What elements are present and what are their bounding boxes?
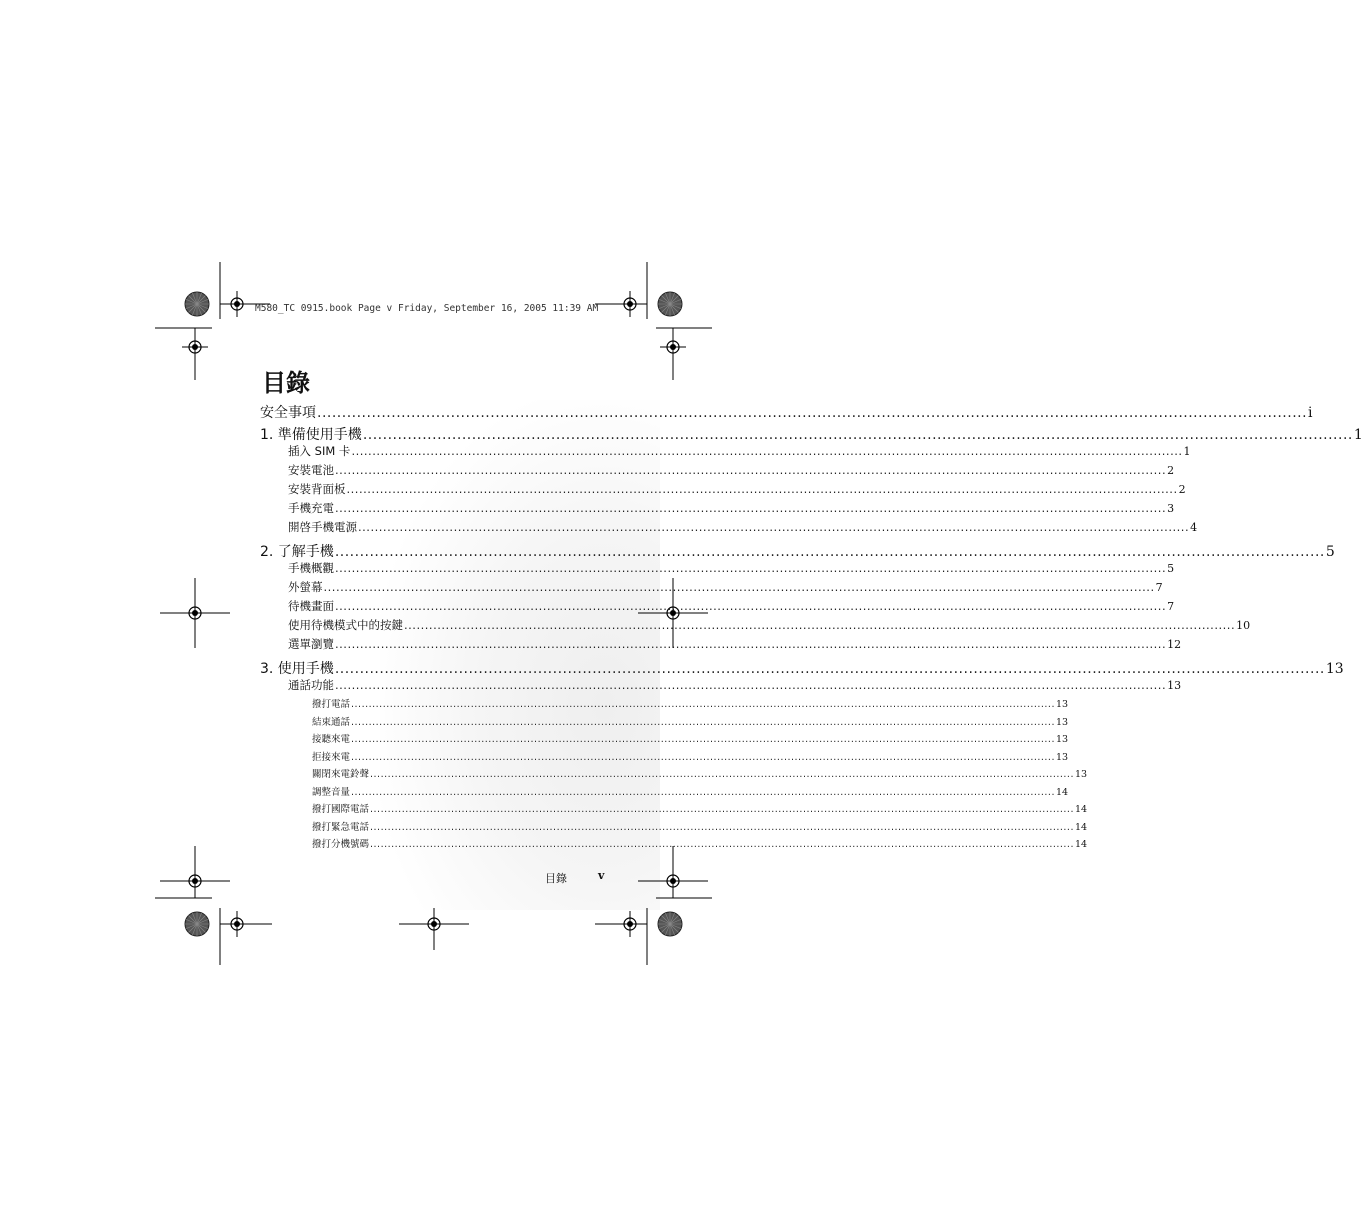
toc-entry[interactable] bbox=[260, 541, 1335, 561]
toc-entry-page: 5 bbox=[1167, 562, 1175, 575]
toc-entry-label: 開啓手機電源 bbox=[288, 520, 357, 534]
toc-leader-dots: ........................................................................................................................................................................................................ bbox=[335, 501, 1167, 515]
toc-leader-dots: ........................................................................................................................................................................................................ bbox=[351, 751, 1055, 763]
toc-entry[interactable] bbox=[260, 424, 1363, 444]
toc-entry-label: 安全事項 bbox=[260, 405, 316, 421]
toc-entry-label: 外螢幕 bbox=[288, 580, 323, 594]
toc-entry-page: 14 bbox=[1074, 821, 1088, 833]
toc-entry-page: 13 bbox=[1325, 661, 1344, 677]
toc-leader-dots: ........................................................................................................................................................................................................ bbox=[323, 580, 1155, 594]
toc-entry-page: 14 bbox=[1055, 786, 1069, 798]
toc-entry-page: 13 bbox=[1055, 716, 1069, 728]
toc-entry-page: 13 bbox=[1055, 751, 1069, 763]
toc-entry[interactable] bbox=[312, 731, 1069, 745]
toc-entry[interactable] bbox=[288, 677, 1182, 693]
toc-entry-label: 撥打電話 bbox=[312, 699, 351, 710]
toc-entry[interactable] bbox=[288, 617, 1251, 633]
toc-entry[interactable] bbox=[288, 481, 1186, 497]
toc-entry-label: 調整音量 bbox=[312, 786, 351, 798]
toc-leader-dots: ........................................................................................................................................................................................................ bbox=[351, 444, 1183, 458]
toc-entry-label: 拒接來電 bbox=[312, 751, 351, 763]
toc-entry[interactable] bbox=[288, 443, 1191, 459]
toc-leader-dots: ........................................................................................................................................................................................................ bbox=[335, 678, 1167, 692]
toc-leader-dots: ........................................................................................................................................................................................................ bbox=[370, 839, 1074, 850]
toc-entry[interactable] bbox=[260, 658, 1344, 678]
toc-entry-label: 結束通話 bbox=[312, 716, 351, 728]
toc-entry-page: 10 bbox=[1236, 619, 1251, 632]
toc-entry-label: 撥打緊急電話 bbox=[312, 821, 370, 833]
toc-entry-page: 13 bbox=[1167, 679, 1182, 692]
toc-entry-label: 安裝電池 bbox=[288, 463, 334, 477]
toc-entry-page: 14 bbox=[1074, 804, 1088, 815]
toc-entry-page: 1 bbox=[1183, 445, 1191, 458]
toc-entry[interactable] bbox=[288, 579, 1163, 595]
toc-entry-label: 選單瀏覽 bbox=[288, 637, 334, 651]
toc-entry[interactable] bbox=[312, 749, 1069, 763]
toc-entry-label: 手機充電 bbox=[288, 501, 334, 515]
toc-entry-label: 使用待機模式中的按鍵 bbox=[288, 618, 403, 632]
toc-entry-label: 通話功能 bbox=[288, 678, 334, 692]
toc-leader-dots: ........................................................................................................................................................................................................ bbox=[370, 804, 1074, 815]
toc-leader-dots: ........................................................................................................................................................................................................ bbox=[351, 786, 1055, 798]
toc-entry-page: 2 bbox=[1178, 483, 1186, 496]
toc-leader-dots: ........................................................................................................................................................................................................ bbox=[351, 699, 1055, 710]
toc-entry-label: 1. 準備使用手機 bbox=[260, 427, 362, 443]
toc-leader-dots: ........................................................................................................................................................................................................ bbox=[370, 821, 1074, 833]
toc-leader-dots: ........................................................................................................................................................................................................ bbox=[317, 405, 1308, 421]
toc-leader-dots: ........................................................................................................................................................................................................ bbox=[335, 561, 1167, 575]
footer-page-number: v bbox=[598, 869, 605, 882]
toc-entry[interactable] bbox=[312, 766, 1088, 780]
toc-leader-dots: ........................................................................................................................................................................................................ bbox=[362, 427, 1353, 443]
toc-entry-page: 5 bbox=[1325, 544, 1335, 560]
page-title: 目錄 bbox=[262, 369, 310, 397]
toc-leader-dots: ........................................................................................................................................................................................................ bbox=[346, 482, 1178, 496]
toc-entry-page: 1 bbox=[1353, 427, 1363, 443]
toc-entry[interactable] bbox=[312, 696, 1069, 710]
toc-entry-page: 7 bbox=[1155, 581, 1163, 594]
toc-entry-label: 安裝背面板 bbox=[288, 482, 346, 496]
toc-entry[interactable] bbox=[312, 801, 1088, 815]
toc-entry[interactable] bbox=[288, 560, 1175, 576]
toc-entry[interactable] bbox=[312, 784, 1069, 798]
toc-leader-dots: ........................................................................................................................................................................................................ bbox=[334, 661, 1325, 677]
toc-entry-label: 插入 SIM 卡 bbox=[288, 444, 351, 458]
toc-entry-label: 待機畫面 bbox=[288, 599, 334, 613]
toc-leader-dots: ........................................................................................................................................................................................................ bbox=[334, 544, 1325, 560]
toc-entry-label: 撥打分機號碼 bbox=[312, 839, 370, 850]
toc-entry[interactable] bbox=[312, 714, 1069, 728]
toc-entry[interactable] bbox=[288, 636, 1182, 652]
toc-entry[interactable] bbox=[312, 819, 1088, 833]
toc-entry-page: 13 bbox=[1055, 699, 1069, 710]
toc-entry[interactable] bbox=[288, 462, 1175, 478]
toc-leader-dots: ........................................................................................................................................................................................................ bbox=[358, 520, 1190, 534]
toc-entry-page: 13 bbox=[1055, 734, 1069, 745]
toc-entry-page: i bbox=[1308, 405, 1313, 421]
toc-entry-page: 7 bbox=[1167, 600, 1175, 613]
toc-leader-dots: ........................................................................................................................................................................................................ bbox=[351, 734, 1055, 745]
toc-entry-page: 14 bbox=[1074, 839, 1088, 850]
toc-entry-label: 接聽來電 bbox=[312, 734, 351, 745]
toc-leader-dots: ........................................................................................................................................................................................................ bbox=[335, 599, 1167, 613]
toc-entry-page: 13 bbox=[1074, 769, 1088, 780]
toc-entry[interactable] bbox=[288, 598, 1175, 614]
toc-entry-label: 手機概觀 bbox=[288, 561, 334, 575]
toc-entry[interactable] bbox=[288, 519, 1198, 535]
toc-entry-page: 4 bbox=[1190, 521, 1198, 534]
toc-entry-label: 3. 使用手機 bbox=[260, 661, 334, 677]
toc-leader-dots: ........................................................................................................................................................................................................ bbox=[335, 637, 1167, 651]
toc-entry-label: 2. 了解手機 bbox=[260, 544, 334, 560]
toc-entry-page: 3 bbox=[1167, 502, 1175, 515]
toc-entry-label: 撥打國際電話 bbox=[312, 804, 370, 815]
toc-entry[interactable] bbox=[260, 402, 1313, 422]
toc-entry-label: 關閉來電鈴聲 bbox=[312, 769, 370, 780]
print-header: M580_TC 0915.book Page v Friday, September 16, 2005 11:39 AM bbox=[255, 303, 599, 314]
toc-entry-page: 12 bbox=[1167, 638, 1182, 651]
toc-entry[interactable] bbox=[312, 836, 1088, 850]
toc-leader-dots: ........................................................................................................................................................................................................ bbox=[351, 716, 1055, 728]
footer-section-label: 目錄 bbox=[545, 872, 567, 885]
toc-entry-page: 2 bbox=[1167, 464, 1175, 477]
toc-leader-dots: ........................................................................................................................................................................................................ bbox=[370, 769, 1074, 780]
toc-leader-dots: ........................................................................................................................................................................................................ bbox=[404, 618, 1236, 632]
toc-entry[interactable] bbox=[288, 500, 1175, 516]
toc-leader-dots: ........................................................................................................................................................................................................ bbox=[335, 463, 1167, 477]
